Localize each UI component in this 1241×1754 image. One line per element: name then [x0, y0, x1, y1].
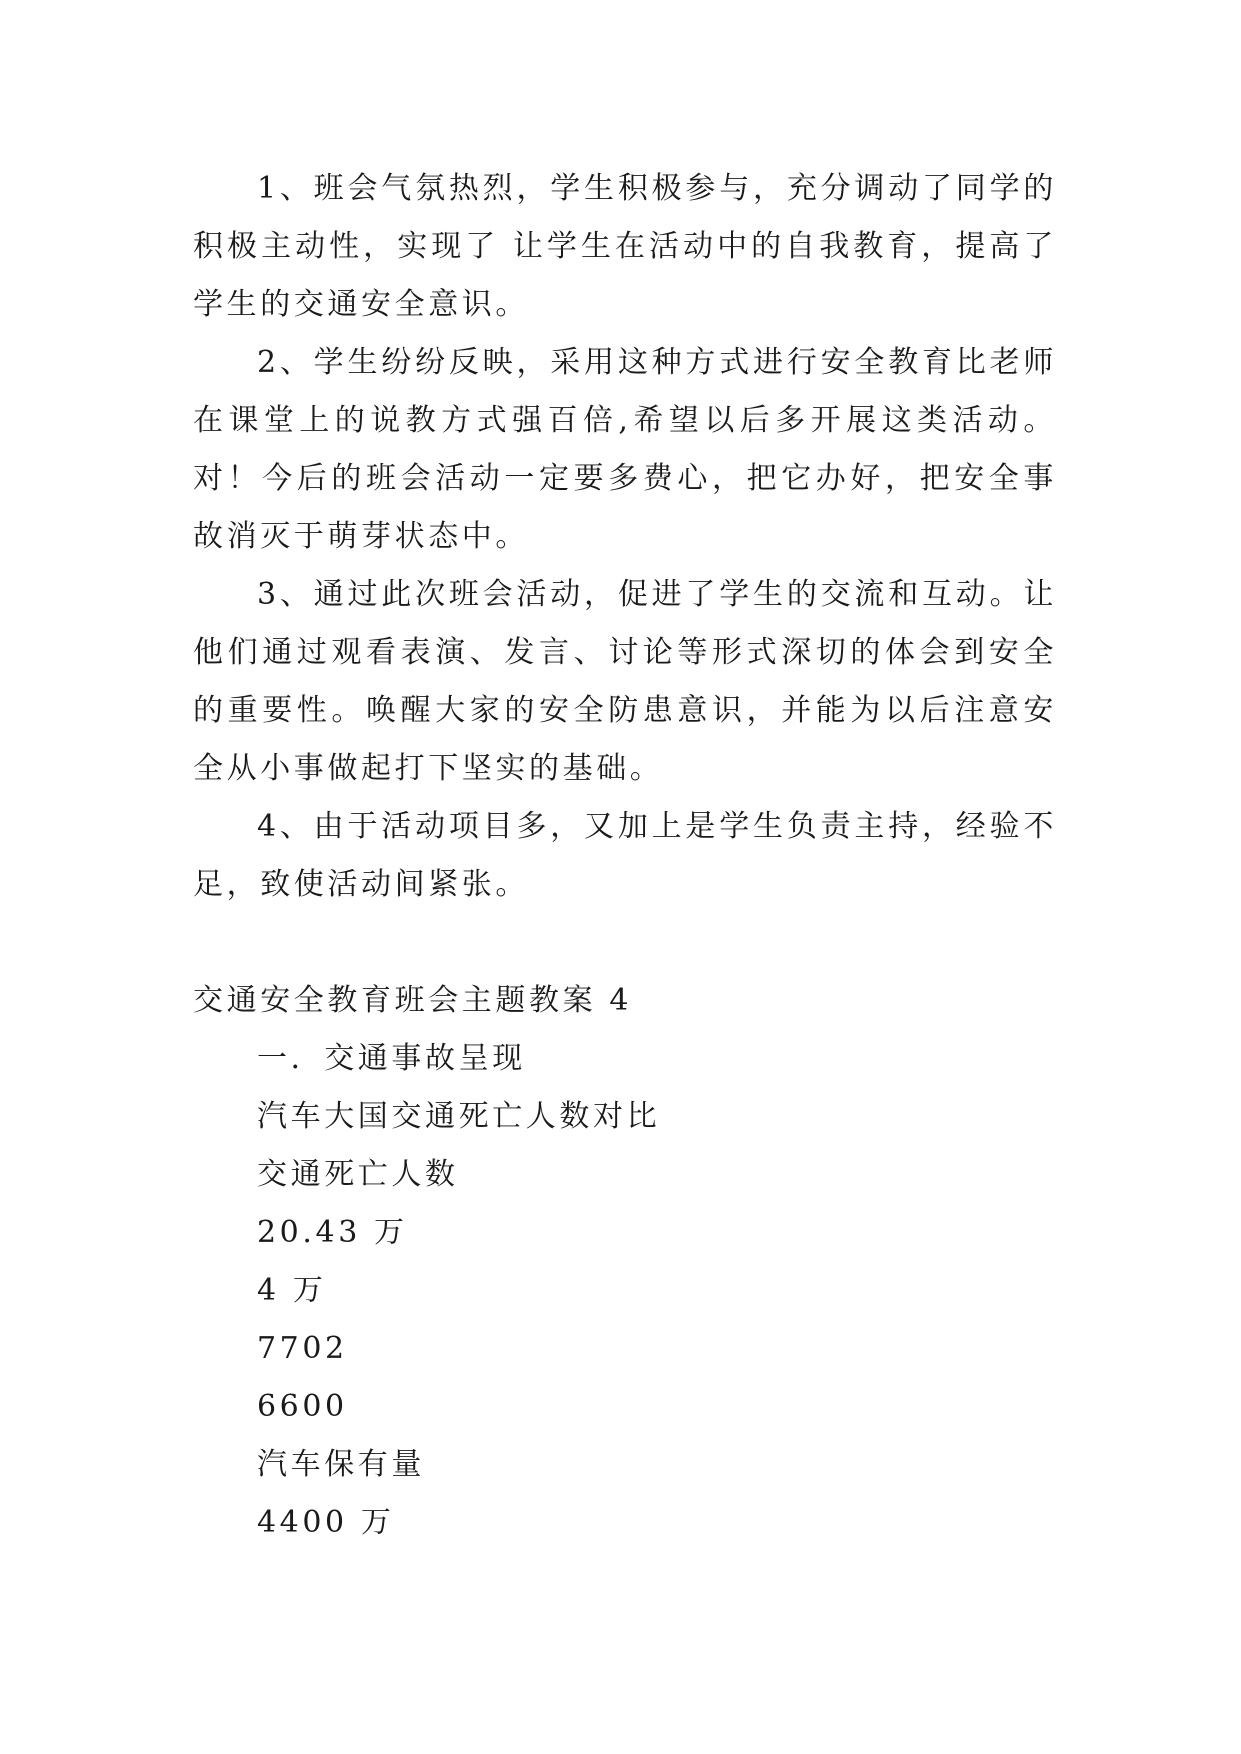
- paragraph-1: 1、班会气氛热烈，学生积极参与，充分调动了同学的积极主动性，实现了 让学生在活动中的自我教育，提高了学生的交通安全意识。: [193, 171, 1057, 322]
- value-line: 6600: [257, 1389, 348, 1424]
- paragraph-2: 2、学生纷纷反映，采用这种方式进行安全教育比老师在课堂上的说教方式强百倍,希望以后多开展这类活动。对！今后的班会活动一定要多费心，把它办好，把安全事故消灭于萌芽状态中。: [193, 345, 1057, 554]
- document-body: [193, 160, 1057, 1552]
- outline-heading: 一．交通事故呈现: [257, 1041, 526, 1076]
- value-line: 4400 万: [257, 1505, 395, 1540]
- comparison-title: 汽车大国交通死亡人数对比: [257, 1099, 661, 1134]
- paragraph-3: 3、通过此次班会活动，促进了学生的交流和互动。让他们通过观看表演、发言、讨论等形式深切的体会到安全的重要性。唤醒大家的安全防患意识，并能为以后注意安全从小事做起打下坚实的基础。: [193, 577, 1057, 786]
- section-spacer: [193, 914, 1057, 972]
- value-line: 7702: [257, 1331, 348, 1366]
- value-line: 4 万: [257, 1273, 327, 1308]
- paragraph-4: 4、由于活动项目多，又加上是学生负责主持，经验不足，致使活动间紧张。: [193, 809, 1057, 902]
- value-line: 20.43 万: [257, 1215, 408, 1250]
- death-count-label: 交通死亡人数: [257, 1157, 459, 1192]
- vehicle-count-label: 汽车保有量: [257, 1447, 425, 1482]
- section-title: 交通安全教育班会主题教案 4: [193, 983, 633, 1018]
